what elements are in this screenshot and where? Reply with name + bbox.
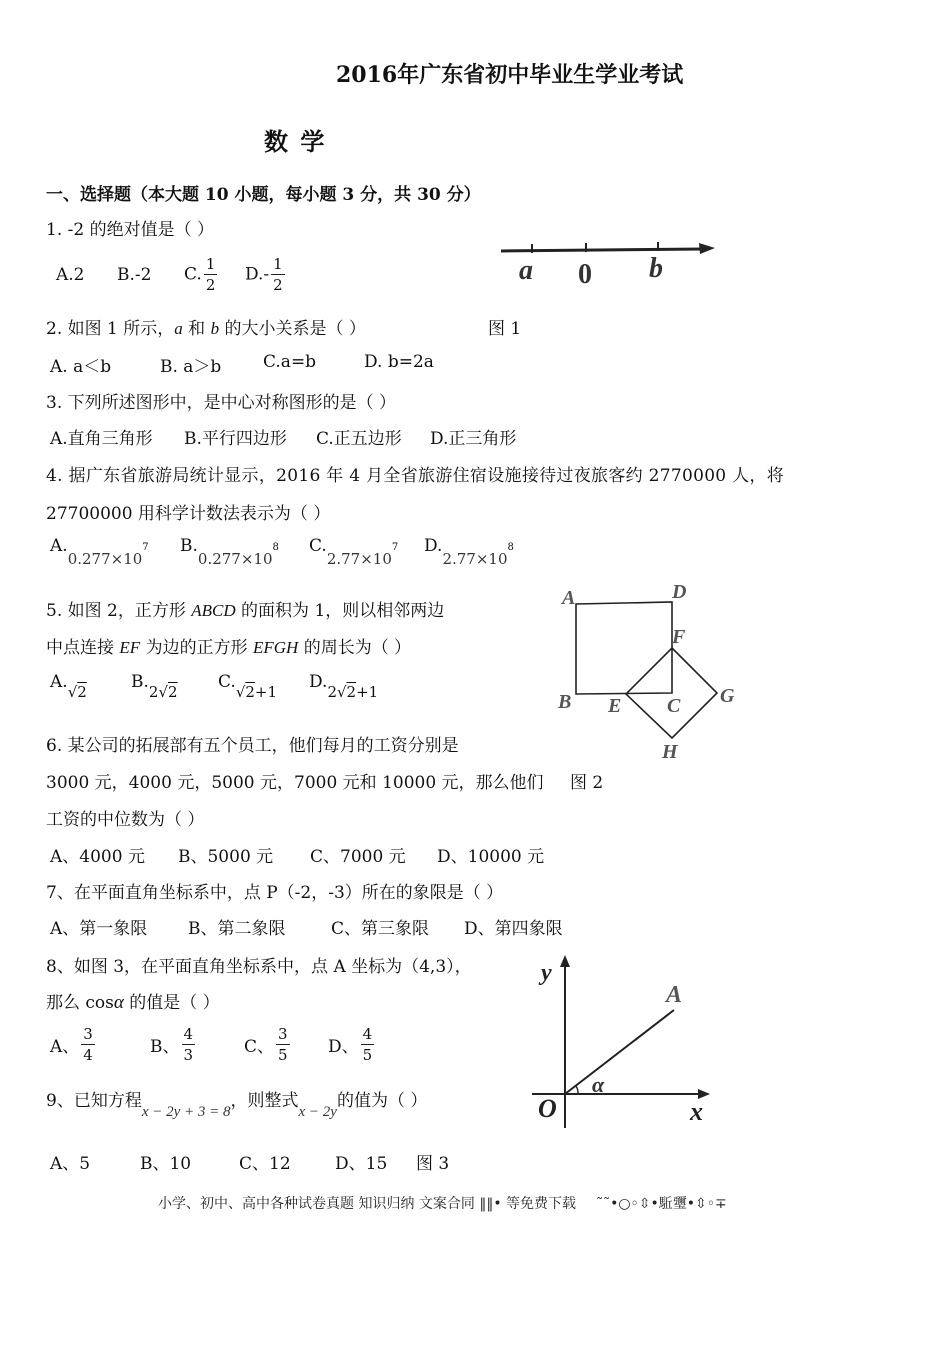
q5-a-radicand: 2 — [77, 683, 87, 701]
q4-c-exponent: 7 — [391, 542, 399, 554]
q8-line2-post: 的值是（ ） — [123, 993, 220, 1013]
figure-3-coordinate-plane — [528, 950, 728, 1135]
label-x: x — [690, 1097, 703, 1126]
q2-var-b: b — [210, 319, 220, 338]
q2-stem-post: 的大小关系是（ ） — [219, 319, 366, 339]
q1-option-d — [245, 254, 285, 295]
q6-option-d: D、10000 元 — [437, 847, 545, 867]
q9-equation: x − 2y + 3 = 8 — [141, 1104, 231, 1120]
q8-c-denominator: 5 — [278, 1046, 288, 1064]
q9-stem-pre: 9、已知方程 — [46, 1091, 142, 1111]
exam-title: 2016年广东省初中毕业生学业考试 — [336, 62, 684, 88]
q8-alpha: α — [113, 992, 124, 1013]
label-H: H — [662, 741, 678, 763]
q8-option-b — [150, 1024, 195, 1065]
q7-option-b: B、第二象限 — [188, 919, 286, 939]
q6-line-2: 3000 元，4000 元，5000 元，7000 元和 10000 元，那么他们 — [46, 773, 544, 793]
q5-option-a — [50, 672, 87, 701]
q5-option-c — [218, 672, 278, 701]
q4-a-label: A. — [50, 536, 68, 556]
q2-var-a: a — [174, 319, 183, 338]
q4-c-label: C. — [309, 536, 327, 556]
angle-arc — [576, 1086, 578, 1094]
label-A: A — [562, 587, 576, 609]
q8-a-denominator: 4 — [83, 1046, 93, 1064]
q8-d-label: D、 — [328, 1037, 359, 1057]
label-y: y — [541, 960, 552, 986]
q5-ef: EF — [119, 638, 141, 657]
label-alpha: α — [592, 1072, 605, 1097]
q8-b-fraction — [182, 1024, 196, 1065]
q8-b-label: B、 — [150, 1037, 180, 1057]
q4-b-label: B. — [180, 536, 198, 556]
q5-line-2 — [46, 633, 411, 658]
q9-option-a: A、5 — [50, 1154, 91, 1174]
q2-stem-pre: 2. 如图 1 所示， — [46, 319, 175, 339]
q2-option-a: A. a＜b — [50, 357, 112, 377]
q5-line2-pre: 中点连接 — [46, 638, 120, 658]
q5-c-tail: +1 — [254, 683, 278, 701]
q8-a-numerator: 3 — [83, 1025, 93, 1043]
q8-option-d — [328, 1024, 374, 1065]
q9-expression: x − 2y — [298, 1104, 337, 1120]
q7-option-c: C、第三象限 — [331, 919, 430, 939]
q5-d-radicand: 2 — [346, 683, 357, 701]
label-C: C — [667, 695, 681, 717]
q6-option-b: B、5000 元 — [178, 847, 274, 867]
q5-c-radicand: 2 — [245, 683, 255, 701]
figure-3-caption: 图 3 — [416, 1154, 450, 1174]
label-a: a — [519, 255, 533, 286]
q8-d-denominator: 5 — [362, 1046, 373, 1064]
number-line-arrow — [699, 243, 715, 254]
ray-OA — [565, 1010, 674, 1094]
q5-c-expr: √2+1 — [235, 683, 278, 701]
q5-line1-post: 的面积为 1，则以相邻两边 — [235, 601, 445, 621]
q2-option-c: C.a=b — [263, 352, 317, 372]
footer-main: 小学、初中、高中各种试卷真题 知识归纳 文案合同 ‖‖• 等免费下载 — [158, 1196, 577, 1212]
q2-stem-mid: 和 — [182, 319, 211, 339]
label-b: b — [649, 253, 663, 284]
q7-option-a: A、第一象限 — [50, 919, 148, 939]
q1-c-numerator: 1 — [205, 255, 216, 273]
figure-1-caption: 图 1 — [488, 319, 522, 339]
q5-d-tail: +1 — [356, 683, 379, 701]
q9-option-c: C、12 — [239, 1154, 291, 1174]
q9-stem-mid: ，则整式 — [230, 1091, 299, 1111]
q8-c-label: C、 — [244, 1037, 275, 1057]
q3-stem: 3. 下列所述图形中，是中心对称图形的是（ ） — [46, 393, 397, 413]
label-E: E — [608, 695, 622, 717]
q6-option-a: A、4000 元 — [50, 847, 145, 867]
label-point-A: A — [666, 982, 683, 1008]
q5-abcd: ABCD — [191, 601, 236, 620]
q3-option-c: C.正五边形 — [316, 429, 402, 449]
y-axis-arrow — [560, 955, 570, 967]
q1-stem: 1. -2 的绝对值是（ ） — [46, 220, 214, 240]
q4-a-exponent: 7 — [142, 542, 149, 554]
q1-d-denominator: 2 — [273, 276, 283, 294]
label-zero: 0 — [578, 259, 592, 290]
square-abcd — [576, 602, 672, 694]
q1-option-c-label: C. — [184, 264, 202, 285]
q4-line-2: 27700000 用科学计数法表示为（ ） — [46, 504, 331, 524]
q7-stem: 7、在平面直角坐标系中，点 P（-2，-3）所在的象限是（ ） — [46, 883, 504, 903]
q4-d-exponent: 8 — [507, 542, 514, 554]
q1-option-b: B.-2 — [117, 265, 152, 285]
q7-option-d: D、第四象限 — [464, 919, 563, 939]
q4-b-value: 0.277×10 — [197, 550, 273, 568]
q9-option-b: B、10 — [140, 1154, 192, 1174]
q4-c-value: 2.77×10 — [326, 550, 392, 568]
q1-option-c — [184, 254, 217, 295]
q8-c-numerator: 3 — [278, 1025, 288, 1043]
label-D: D — [672, 581, 687, 603]
q8-d-numerator: 4 — [362, 1025, 373, 1043]
q4-b-exponent: 8 — [272, 542, 279, 554]
q8-a-label: A、 — [50, 1037, 80, 1057]
q5-line2-mid: 为边的正方形 — [140, 638, 253, 658]
q8-b-numerator: 4 — [183, 1025, 194, 1043]
q5-option-d — [309, 672, 379, 701]
q6-line-3: 工资的中位数为（ ） — [46, 810, 205, 830]
figure-2-squares — [550, 580, 750, 770]
q8-line2-pre: 那么 cos — [46, 993, 114, 1013]
q5-b-label: B. — [131, 672, 149, 692]
q8-d-fraction — [361, 1024, 375, 1065]
q1-option-d-label: D.- — [245, 264, 270, 285]
q2-option-b: B. a＞b — [160, 357, 222, 377]
q5-b-coef: 2 — [148, 683, 159, 701]
q5-a-label: A. — [50, 672, 68, 692]
q5-line2-post: 的周长为（ ） — [298, 638, 412, 658]
section-heading: 一、选择题（本大题 10 小题，每小题 3 分，共 30 分） — [46, 185, 481, 205]
q8-option-a — [50, 1024, 95, 1065]
label-F: F — [672, 626, 686, 648]
q8-c-fraction — [276, 1024, 290, 1065]
figure-2-caption: 图 2 — [570, 773, 604, 793]
q8-line-2 — [46, 988, 220, 1014]
q8-option-c — [244, 1024, 290, 1065]
q8-a-fraction — [81, 1024, 95, 1065]
q4-a-value: 0.277×10 — [67, 550, 143, 568]
q4-d-label: D. — [424, 536, 443, 556]
q5-a-sqrt: √2 — [67, 683, 87, 701]
q1-option-c-fraction — [204, 254, 218, 295]
q5-b-expr: 2√2 — [148, 683, 178, 701]
q6-option-c: C、7000 元 — [310, 847, 406, 867]
q2-stem — [46, 314, 366, 339]
q5-b-radicand: 2 — [168, 683, 178, 701]
q4-d-value: 2.77×10 — [442, 550, 508, 568]
q5-d-label: D. — [309, 672, 328, 692]
q1-c-denominator: 2 — [205, 276, 216, 294]
q8-b-denominator: 3 — [183, 1046, 194, 1064]
q8-line-1: 8、如图 3，在平面直角坐标系中，点 A 坐标为（4,3）， — [46, 957, 472, 977]
label-origin: O — [538, 1094, 557, 1123]
q1-option-a: A.2 — [56, 265, 85, 285]
q9-stem-post: 的值为（ ） — [336, 1091, 428, 1111]
q3-option-a: A.直角三角形 — [50, 429, 153, 449]
footer-text — [158, 1193, 727, 1213]
q5-d-coef: 2 — [327, 683, 337, 701]
q3-option-b: B.平行四边形 — [184, 429, 287, 449]
q5-line1-pre: 5. 如图 2，正方形 — [46, 601, 192, 621]
q9-stem — [46, 1086, 428, 1120]
q5-d-expr: 2√2+1 — [327, 683, 379, 701]
q4-line-1: 4. 据广东省旅游局统计显示，2016 年 4 月全省旅游住宿设施接待过夜旅客约 2770000 人，将 — [46, 466, 785, 486]
footer-garbled: ˜˜•○◦⇳•駈瓕•⇳◦∓ — [596, 1196, 727, 1212]
q5-line-1 — [46, 596, 444, 621]
q5-c-label: C. — [218, 672, 236, 692]
subject-title: 数 学 — [264, 127, 327, 156]
q1-option-d-fraction — [271, 254, 285, 295]
q2-option-d: D. b=2a — [364, 352, 434, 372]
q5-option-b — [131, 672, 178, 701]
label-G: G — [720, 685, 735, 707]
q5-efgh: EFGH — [253, 638, 299, 657]
q3-option-d: D.正三角形 — [430, 429, 517, 449]
q6-line-1: 6. 某公司的拓展部有五个员工，他们每月的工资分别是 — [46, 736, 459, 756]
q9-option-d: D、15 — [335, 1154, 388, 1174]
label-B: B — [558, 691, 572, 713]
q1-d-numerator: 1 — [273, 255, 283, 273]
figure-1-number-line — [495, 235, 725, 295]
